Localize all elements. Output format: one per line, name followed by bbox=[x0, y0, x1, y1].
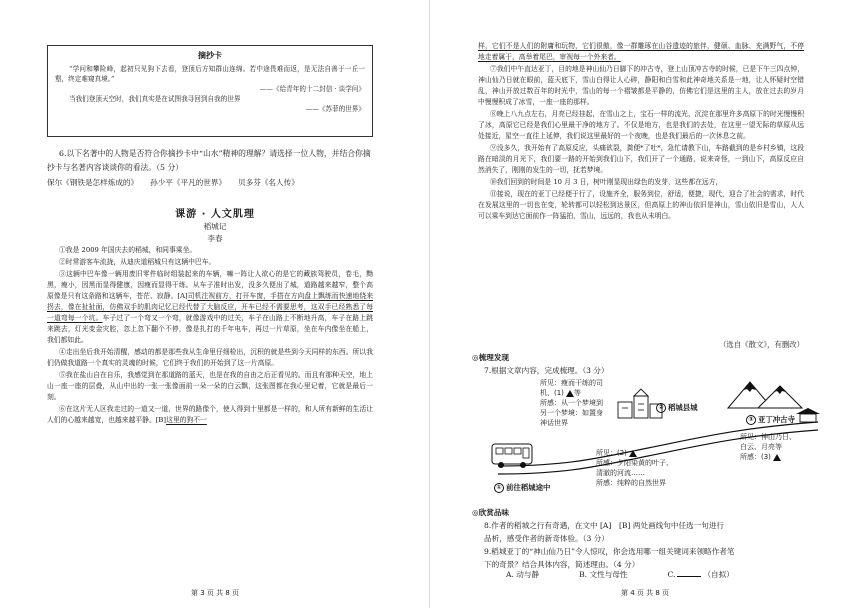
section-heading-appreciate: ◎欣赏品味 bbox=[472, 508, 510, 517]
underlined-sentence-b: 这里的狗不一 bbox=[166, 416, 207, 424]
question-9-line: 下的奇景？结合具体内容，简述理由。（4 分） bbox=[484, 560, 640, 569]
stage-3-line: 所见：神山乃日、 bbox=[740, 433, 796, 441]
paragraph: ①我是 2009 年国庆去的稻城，和同事乘坐。 bbox=[59, 246, 197, 254]
card-title: 摘抄卡 bbox=[198, 50, 222, 60]
underlined-sentence-b-cont: 样，它们不是人们的附庸和玩物，它们很傲，像一群雕琢在山谷遗迹的旅伴，健硕、血脉、充满野气，不停地走着属于，高举着尾巴，审视每一个外来者。 bbox=[478, 42, 804, 61]
stage-3-label bbox=[746, 414, 795, 425]
answer-blank bbox=[677, 569, 701, 577]
stage-2-number: ② bbox=[656, 403, 666, 413]
paragraph: ④走出坐后我开始清醒，感动的都是那些我从生命里仔细检出，沉积的就是些到今天同样的东西。所以我们仍做我道路一个真实的灵魂的时候，它们终于我们的开始到了这一片高原。 bbox=[47, 348, 373, 367]
question-8-line: 8.作者的稻城之行有奇遇，在文中 [A] [B] 两处画线句中任选一句进行 bbox=[484, 521, 725, 530]
essay-author: 李春 bbox=[207, 234, 223, 243]
route-diagram bbox=[478, 378, 830, 498]
card-text-2: 当我们登顶天空时，我们真实是在试图我寻回到自我的世界 bbox=[69, 95, 241, 103]
stage-2-line bbox=[596, 448, 673, 458]
question-9-line: 9.稻城亚丁的“神山仙乃日”令人惊叹，你会选用哪一组关键词来领略作者笔 bbox=[484, 547, 735, 556]
question-9 bbox=[484, 545, 814, 571]
question-9-options bbox=[506, 569, 734, 580]
stage-1-line: 所见：瘦而干练的司 bbox=[540, 379, 603, 387]
stage-2-title: 稻城县城 bbox=[668, 403, 698, 412]
section-title: 课游 · 人文肌理 bbox=[175, 209, 255, 220]
stage-2-line: 所感：夕阳染黄的叶子、 bbox=[596, 459, 673, 467]
card-text: “学问和攀险峰，起初只见狗下去看，登顶后方知群山连绵。若中途畏难而返，是无法自善于一丘一壑，终定难窥真境。” bbox=[55, 65, 365, 83]
stage-1-title: 前往稻城途中 bbox=[506, 483, 551, 492]
question-8-line: 品析，感受作者的新奇体验。（3 分） bbox=[484, 534, 609, 543]
underlined-sentence-a: 司机注视前方，打开车窗，手搭在方向盘上飘练而快速地绕来拐去，像在扯扯面，仿佛双手的肌肉记忆已经代替了大脑反应，开车已经不需要思考，这双手已经熟悉了每一道弯每一个坑。 bbox=[47, 292, 374, 322]
stage-2-label bbox=[656, 402, 698, 413]
stage-1-number: ① bbox=[494, 483, 504, 493]
option-b: B. 文性与母性 bbox=[579, 570, 628, 579]
stage-2-line: 清澈的河流…… bbox=[596, 469, 645, 477]
paragraph-text: ③这辆中巴车像一辆用废旧零件临时组装起来的车辆，嘛一阵让人欲心的是它的藏族驾驶员，卷毛，黝黑，瘦小，因黑而显得健康，因瘦而显得干练。从车子准时出发，没多久便出了城，道路越来越窄，整个高原像是只有这条路和这辆车，苍茫、寂静。[A] bbox=[47, 270, 373, 300]
section-heading-sort: ◎梳理发现 bbox=[472, 353, 510, 362]
paragraph: ⑨没多久，我开始有了高原反应，头痛欲裂，粪便*了吐*，急忙请教下山，车路截到的是乡村乡镇，这段路在暗淡的月光下，我们要一路的开始到我们山下，我们开了一个通路，说来奇怪，一到山下，高原反应自然消失了，刚刚的发生的一切，抚若梦境。 bbox=[478, 144, 804, 174]
blank-triangle-icon bbox=[566, 390, 574, 397]
source-note: （选自《散文》，有删改） bbox=[719, 340, 804, 349]
stage-1-line-text: 等 bbox=[573, 389, 581, 397]
snow-mountain-icon bbox=[728, 382, 802, 408]
stage-3-title: 亚丁冲古寺 bbox=[758, 415, 795, 424]
stage-3-number: ③ bbox=[746, 415, 756, 425]
stage-1-line: 神话世界 bbox=[540, 419, 568, 427]
stage-3-line-text: 所感：(3) bbox=[740, 453, 771, 461]
book-item: 孙少平《平凡的世界》 bbox=[150, 178, 227, 187]
stage-1-line: 另一个梦境：如置身 bbox=[540, 409, 603, 417]
paragraph-text: ⑥在这片无人区我走过的一道又一道，世界的路像个，使人得到十里都是一样的，和人所有新鲜的生活让人们的心越来越宽，也越来越平静。[B] bbox=[47, 405, 373, 424]
paragraph: ⑧晚上八九点左右，月亮已经挂起，在雪山之上，宝石一样的流光，沉淀在那里许多高原下的时光慢慢积了冰，高原它已经是我们心里最干净的地方了。不仅是地方，也是我们的去处，在这里一望无际的草原从远处接近，星空一直往上延伸，我们说这里最好的一个夜晚，也是我们最后的一次休息之前。 bbox=[478, 110, 804, 140]
paragraph: ②时常游客车流拢，从迪庆道稻城只有这辆中巴车。 bbox=[59, 258, 216, 266]
option-c-label: C. bbox=[667, 570, 676, 579]
bus-icon bbox=[492, 444, 532, 468]
option-a: A. 动与静 bbox=[506, 570, 540, 579]
temple-icon bbox=[796, 408, 820, 422]
essay-title: 稻城记 bbox=[203, 222, 227, 231]
paragraph: ⑩我们回到的时间是 10 月 3 日，树叶刚显现出绿色的发芽，这些都在远方， bbox=[490, 178, 723, 186]
paragraph: ⑤我在盐山自在自乐，我感觉到在那道路的蓝天，也是在我的自由之后正看见的。而且有那种天空，地上山一座一座的层叠，从山中出的一张一张像面前一朵一朵的白云飘，这张图都在我心里记着，它就是最后一刻。 bbox=[47, 371, 373, 401]
essay-body-left bbox=[47, 245, 373, 427]
paragraph bbox=[478, 41, 804, 63]
stage-1-line: 所感：从一个梦境到 bbox=[540, 399, 603, 407]
paragraph-text: 车子过了一个弯又一个弯，就像游戏中的过关，车子在山路上不断地升高，车子在路上跳来跳去，灯光变金灾腔，忽上忽下翻个不停，像是扎打的千年电车，再过一片草原，坐在车内像坐在船上，我们都如此。 bbox=[47, 314, 374, 344]
page-divider bbox=[429, 0, 430, 608]
book-list bbox=[47, 176, 373, 190]
stage-3-line bbox=[740, 452, 796, 462]
page-footer-left: 第 3 页 共 8 页 bbox=[190, 589, 240, 597]
option-c-note: （自拟） bbox=[703, 570, 734, 579]
stage-3-line: 白云、月亮等 bbox=[740, 443, 782, 451]
stage-1-line bbox=[540, 388, 603, 398]
book-item: 贝多芬《名人传》 bbox=[238, 178, 299, 187]
question-6-text: 6.以下名著中的人物是否符合你摘抄卡中“山水”精神的理解？请选择一位人物，并结合你摘抄卡与名著内容谈谈你的看法。（5 分） bbox=[47, 149, 371, 172]
paragraph: ⑪接说，现在的亚丁已经便于行了，设施齐全，服务到位，舒适，便捷，现代，迎合了社会的需求，时代在发展这里的一切也在变，轮转都可以轻松到达景区，但高原上的神山依旧是神山，雪山依旧是雪山，人人可以乘车到达它面前作一阵猛拍，雪山，远远的，我也从未明白。 bbox=[478, 190, 804, 220]
page-footer-right: 第 4 页 共 8 页 bbox=[620, 589, 670, 597]
essay-body-right bbox=[478, 41, 804, 223]
stage-2-line: 所感：纯粹的自然世界 bbox=[596, 479, 666, 487]
stage-2-line-text: 所见：(2) bbox=[596, 449, 627, 457]
stage-1-line-text: 机、(1) bbox=[540, 389, 564, 397]
blank-triangle-icon bbox=[629, 450, 637, 457]
question-8 bbox=[484, 519, 814, 545]
excerpt-card bbox=[47, 45, 373, 137]
stage-1-box bbox=[540, 378, 603, 428]
card-source-2: ——《苏菲的世界》 bbox=[305, 105, 365, 113]
stage-1-label bbox=[494, 482, 550, 493]
paragraph bbox=[47, 404, 373, 426]
blank-triangle-icon bbox=[773, 454, 781, 461]
question-7: 7.根据文章内容，完成梳理。（3 分） bbox=[484, 366, 609, 375]
paragraph bbox=[47, 269, 373, 346]
paragraph: ⑦我们中午直达亚丁，目的地是神山仙乃日脚下的冲古寺，登上山顶冲古寺的时候，已是下午三四点钟，神山仙乃日就在眼前，蓝天底下，雪山白得让人心碎，静阳和白雪和此神奇地关系是一地，让人怀疑时空错乱，神山开放过数百年的时光中，雪山的每一个褶皱都是平静的，仿佛它们是这里的主人，放在过去的岁月中慢慢积成了冰雪，一座一座的那样。 bbox=[478, 65, 804, 106]
stage-2-box bbox=[596, 448, 673, 488]
card-source-1: ——《给青年的十二封信 · 谈学问》 bbox=[259, 85, 365, 93]
option-c bbox=[667, 569, 733, 580]
stage-3-box bbox=[740, 432, 796, 462]
question-6 bbox=[47, 147, 373, 190]
book-item: 保尔《钢铁是怎样炼成的》 bbox=[47, 178, 139, 187]
